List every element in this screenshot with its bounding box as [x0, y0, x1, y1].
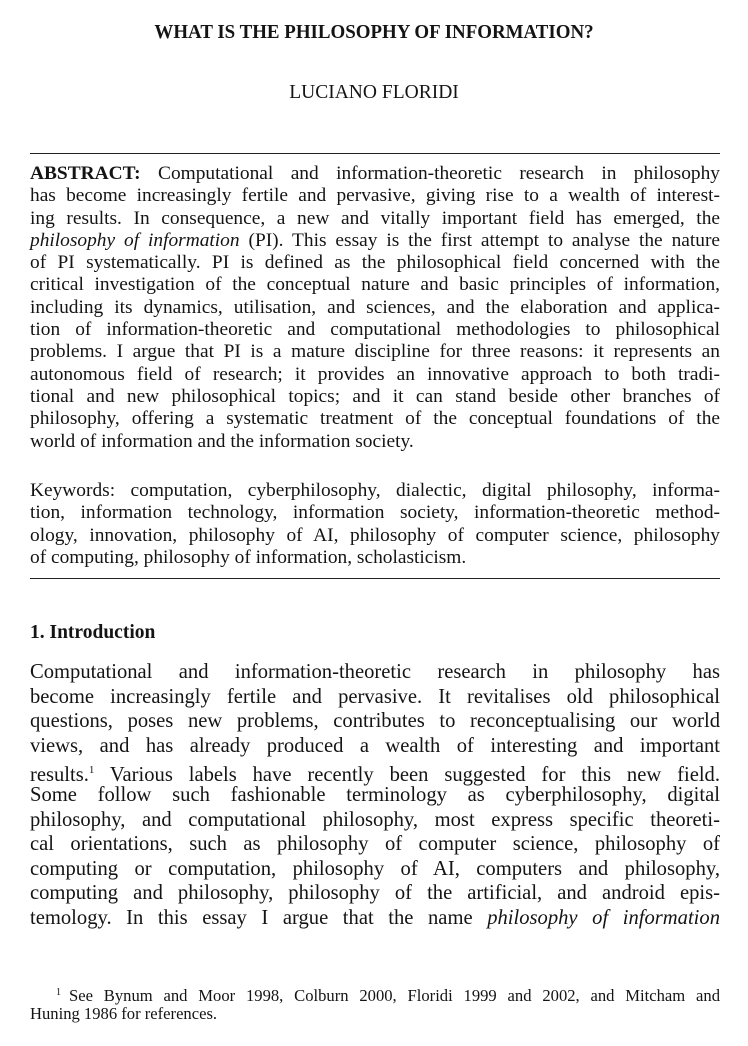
keywords-line: tion, information technology, information society, information-theoretic method- [30, 502, 720, 524]
body-line: computing or computation, philosophy of AI, computers and philosophy, [30, 857, 720, 880]
body-line: Some follow such fashionable terminology as cyberphilosophy, digital [30, 783, 720, 806]
keywords-bottom-rule [30, 578, 720, 579]
abstract-line: tion of information-theoretic and computational methodologies to philosophical [30, 319, 720, 341]
footnote-marker: 1 [56, 987, 61, 998]
abstract-line: including its dynamics, utilisation, and sciences, and the elaboration and applica- [30, 296, 720, 318]
paper-author: LUCIANO FLORIDI [289, 82, 459, 103]
paper-title: WHAT IS THE PHILOSOPHY OF INFORMATION? [154, 22, 594, 43]
abstract-line: tional and new philosophical topics; and it can stand beside other branches of [30, 385, 720, 407]
body-line: Computational and information-theoretic research in philosophy has [30, 661, 720, 683]
abstract [30, 163, 720, 453]
footnote-line: $^1$ See Bynum and Moor 1998, Colburn 2000, Floridi 1999 and 2002, and Mitcham and [56, 986, 720, 1005]
section-heading: 1. Introduction [30, 622, 156, 643]
abstract-line: critical investigation of the conceptual nature and basic principles of information, [30, 274, 720, 296]
abstract-line: has become increasingly fertile and pervasive, giving rise to a wealth of interest- [30, 185, 720, 207]
abstract-line: ing results. In consequence, a new and vitally important field has emerged, the [30, 207, 720, 229]
body-line: cal orientations, such as philosophy of computer science, philosophy of [30, 833, 720, 856]
emphasis: philosophy of information [30, 229, 240, 251]
body-line: temology. In this essay I argue that the name philosophy of information [30, 906, 721, 929]
keywords-line: of computing, philosophy of information, scholasticism. [30, 546, 467, 568]
abstract-line: autonomous field of research; it provides an innovative approach to both tradi- [30, 363, 720, 385]
abstract-line: philosophy, offering a systematic treatment of the conceptual foundations of the [30, 408, 720, 430]
body-line: become increasingly fertile and pervasive. It revitalises old philosophical [30, 685, 720, 708]
keywords-line: ology, innovation, philosophy of AI, philosophy of computer science, philosophy [30, 524, 720, 546]
emphasis: philosophy of information [487, 906, 721, 929]
abstract-line: philosophy of information (PI). This essay is the first attempt to analyse the nature [30, 229, 721, 251]
footnote-line: Huning 1986 for references. [30, 1003, 218, 1023]
footnote-reference[interactable]: 1 [88, 764, 95, 777]
abstract-line: ABSTRACT: Computational and information-theoretic research in philosophy [30, 163, 720, 184]
footnote [30, 983, 720, 1024]
body-line: questions, poses new problems, contributes to reconceptualising our world [30, 710, 720, 733]
introduction-body [30, 660, 720, 931]
keywords [30, 480, 720, 569]
body-line: computing and philosophy, philosophy of the artificial, and android epis- [30, 882, 720, 905]
keywords-line: Keywords: computation, cyberphilosophy, dialectic, digital philosophy, informa- [30, 480, 720, 501]
body-line: views, and has already produced a wealth of interesting and important [30, 734, 720, 757]
body-line: philosophy, and computational philosophy, most express specific theoreti- [30, 808, 720, 831]
body-line: results.$^1$ Various labels have recently been suggested for this new field. [30, 764, 720, 787]
abstract-line: of PI systematically. PI is defined as the philosophical field concerned with the [30, 252, 720, 274]
abstract-line: world of information and the information society. [30, 430, 414, 452]
abstract-label: ABSTRACT: [30, 163, 141, 184]
abstract-top-rule [30, 153, 720, 154]
abstract-line: problems. I argue that PI is a mature discipline for three reasons: it represents an [30, 341, 720, 363]
